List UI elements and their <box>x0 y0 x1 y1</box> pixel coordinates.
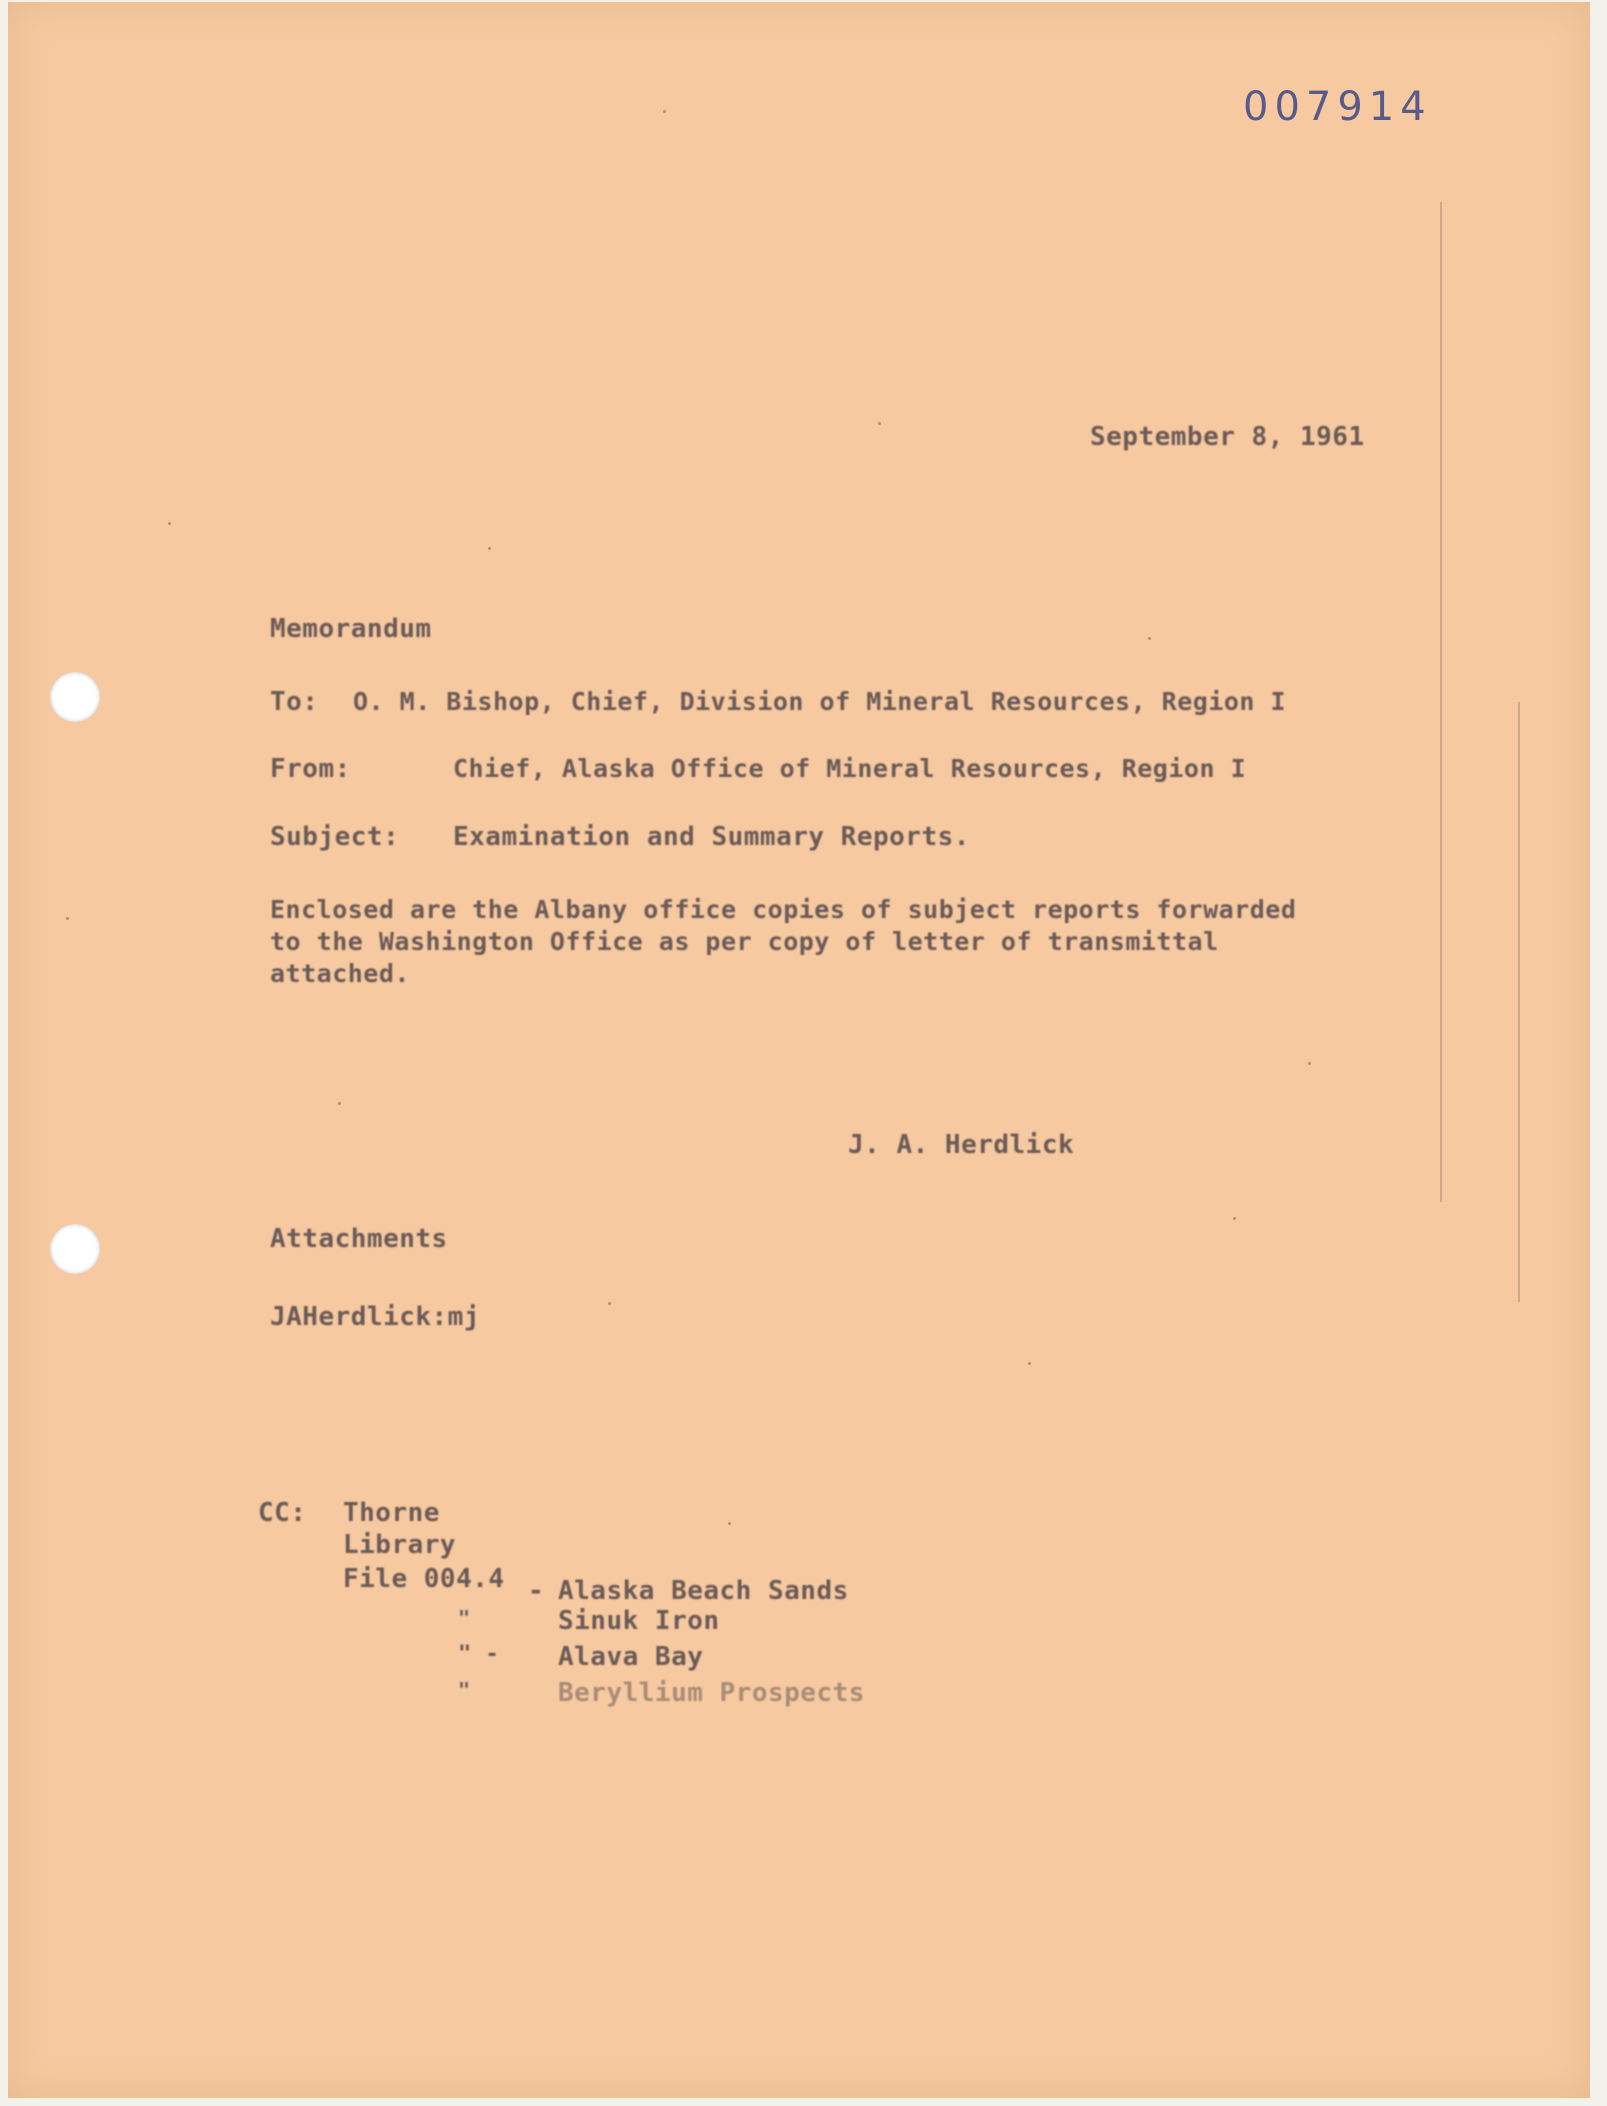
to-label: To: <box>270 687 319 717</box>
body-line-2: to the Washington Office as per copy of letter of transmittal <box>270 927 1219 956</box>
paper-speck <box>1148 637 1151 640</box>
document-number-stamp: 007914 <box>1243 84 1432 130</box>
file-mark: " <box>458 1678 471 1702</box>
from-value: Chief, Alaska Office of Mineral Resources, Region I <box>453 754 1247 783</box>
to-value: O. M. Bishop, Chief, Division of Mineral Resources, Region I <box>353 687 1287 716</box>
cc-item: Thorne <box>343 1498 440 1528</box>
paper-speck <box>1308 1062 1311 1065</box>
file-mark: " - <box>458 1642 500 1667</box>
punch-hole-bottom <box>50 1224 100 1274</box>
paper-speck <box>168 522 171 525</box>
paper-speck <box>608 1302 611 1305</box>
paper-speck <box>66 917 69 920</box>
file-prefix: File 004.4 <box>343 1564 505 1594</box>
file-item: Sinuk Iron <box>558 1606 720 1636</box>
from-label: From: <box>270 754 351 784</box>
paper-speck <box>663 110 666 113</box>
cc-label: CC: <box>258 1498 307 1528</box>
memo-date: September 8, 1961 <box>1090 422 1365 452</box>
file-item: Alaska Beach Sands <box>558 1576 849 1606</box>
memo-heading: Memorandum <box>270 614 432 644</box>
paper-speck <box>1233 1217 1236 1220</box>
paper-speck <box>728 1522 731 1525</box>
punch-hole-top <box>50 672 100 722</box>
paper-speck <box>878 422 881 425</box>
subject-value: Examination and Summary Reports. <box>453 822 970 852</box>
paper-speck <box>488 547 491 550</box>
attachments-note: Attachments <box>270 1224 448 1254</box>
typist-initials: JAHerdlick:mj <box>270 1302 480 1332</box>
paper-speck <box>1028 1362 1031 1365</box>
fold-line <box>1440 202 1442 1202</box>
file-mark: - <box>528 1576 545 1606</box>
body-line-1: Enclosed are the Albany office copies of subject reports forwarded <box>270 895 1297 924</box>
signature: J. A. Herdlick <box>848 1130 1075 1160</box>
cc-item: Library <box>343 1530 457 1560</box>
file-mark: " <box>458 1606 471 1630</box>
paper-speck <box>338 1102 341 1105</box>
file-item: Alava Bay <box>558 1642 704 1672</box>
fold-line-2 <box>1518 702 1520 1302</box>
file-item: Beryllium Prospects <box>558 1678 865 1708</box>
body-line-3: attached. <box>270 959 410 988</box>
memo-page <box>8 2 1590 2098</box>
subject-label: Subject: <box>270 822 400 852</box>
